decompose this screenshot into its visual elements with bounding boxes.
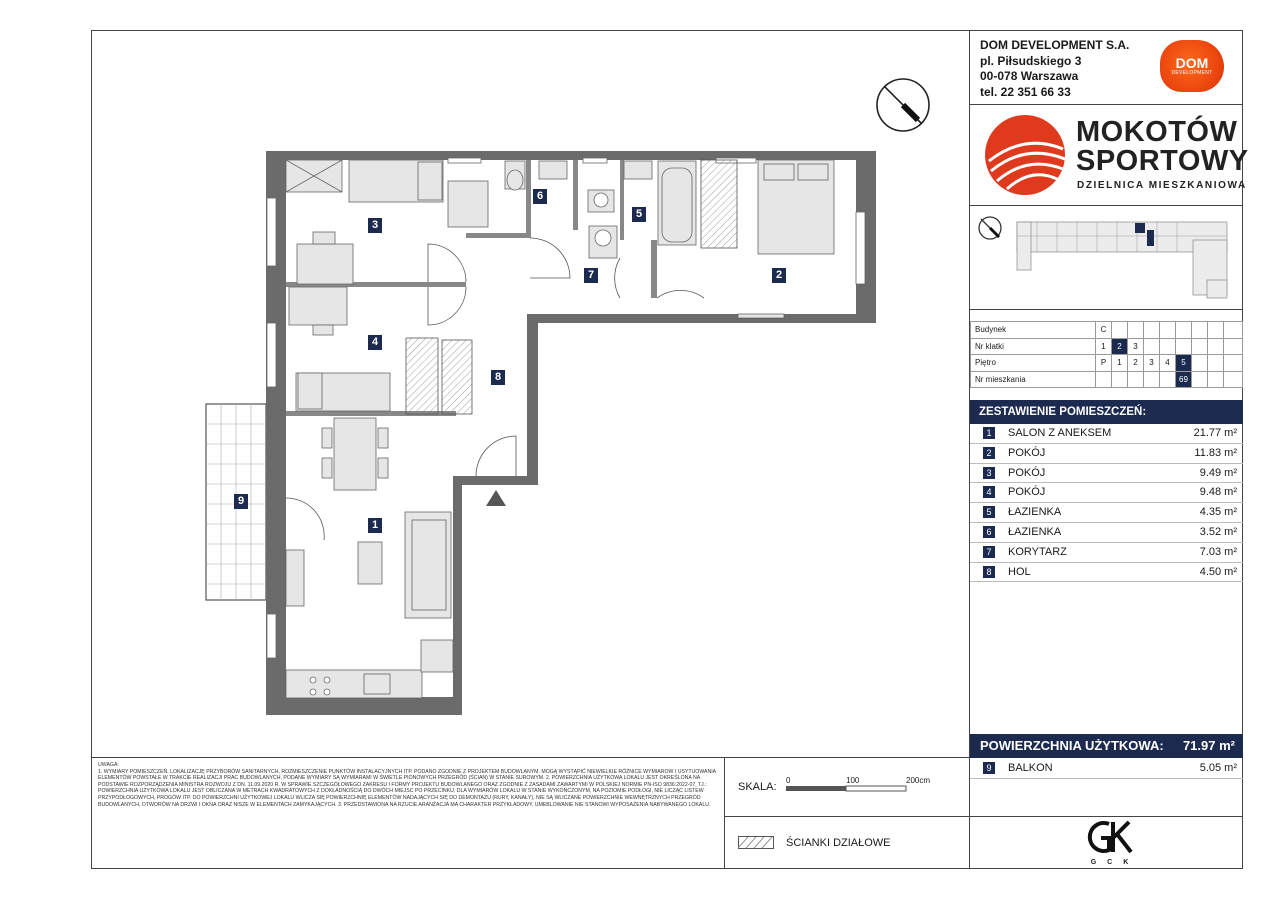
- entrance-arrow-icon: [486, 490, 506, 506]
- gck-logo-icon: [1087, 820, 1133, 854]
- plan-label-7: 7: [584, 268, 598, 283]
- room-number: 8: [983, 566, 995, 578]
- plan-label-3: 3: [368, 218, 382, 233]
- project-title: MOKOTÓW SPORTOWY: [1076, 116, 1249, 177]
- partition-wall-legend-icon: [738, 836, 774, 849]
- room-area: 7.03 m²: [1199, 545, 1237, 558]
- divider: [969, 205, 1243, 206]
- room-name: POKÓJ: [1008, 466, 1046, 479]
- mieszkanie-number: 69: [1176, 371, 1192, 388]
- room-name: SALON Z ANEKSEM: [1008, 427, 1112, 439]
- room-row: [970, 563, 1243, 583]
- room-area: 21.77 m²: [1193, 427, 1237, 439]
- plan-label-8: 8: [491, 370, 505, 385]
- plan-label-6: 6: [533, 189, 547, 204]
- compass-icon: [874, 76, 932, 134]
- developer-info: [980, 38, 1129, 100]
- scale-tick-100: 100: [846, 776, 860, 785]
- plan-label-4: 4: [368, 335, 382, 350]
- divider: [969, 104, 1243, 105]
- mieszkanie-label: Nr mieszkania: [971, 371, 1096, 388]
- pietro-label: Piętro: [971, 355, 1096, 372]
- room-number: 7: [983, 546, 995, 558]
- room-name: ŁAZIENKA: [1008, 525, 1062, 538]
- room-number: 5: [983, 506, 995, 518]
- room-area: 4.50 m²: [1199, 565, 1237, 578]
- dom-development-logo: DOM DEVELOPMENT: [1160, 40, 1224, 92]
- divider: [91, 757, 969, 758]
- rooms-list: [970, 424, 1243, 582]
- room-row: [970, 543, 1243, 563]
- location-table: [970, 321, 1243, 388]
- pietro-p: P: [1096, 355, 1112, 372]
- room-row: [970, 444, 1243, 464]
- plan-label-2: 2: [772, 268, 786, 283]
- klatka-1: 1: [1096, 338, 1112, 355]
- room-row: [970, 483, 1243, 503]
- scale-label: SKALA:: [738, 781, 777, 793]
- room-number: 6: [983, 526, 995, 538]
- balkon-row: 9 BALKON 5.05 m²: [970, 760, 1243, 779]
- room-row: [970, 523, 1243, 543]
- pietro-5-selected: 5: [1176, 355, 1192, 372]
- key-plan: [975, 210, 1240, 305]
- pietro-1: 1: [1112, 355, 1128, 372]
- pietro-3: 3: [1144, 355, 1160, 372]
- divider: [969, 309, 1243, 310]
- room-row: [970, 503, 1243, 523]
- pietro-4: 4: [1160, 355, 1176, 372]
- room-area: 9.48 m²: [1199, 486, 1237, 499]
- room-number: 1: [983, 427, 995, 439]
- developer-address: pl. Piłsudskiego 3: [980, 53, 1082, 68]
- total-area: POWIERZCHNIA UŻYTKOWA: 71.97 m²: [970, 734, 1243, 758]
- room-row: [970, 424, 1243, 444]
- room-name: POKÓJ: [1008, 446, 1046, 459]
- pietro-2: 2: [1128, 355, 1144, 372]
- room-name: KORYTARZ: [1008, 545, 1067, 558]
- developer-city: 00-078 Warszawa: [980, 69, 1079, 83]
- summary-heading: ZESTAWIENIE POMIESZCZEŃ:: [970, 400, 1243, 424]
- room-number: 4: [983, 486, 995, 498]
- developer-name: DOM DEVELOPMENT S.A.: [980, 38, 1130, 52]
- room-name: POKÓJ: [1008, 486, 1046, 499]
- room-name: HOL: [1008, 565, 1031, 578]
- developer-phone: tel. 22 351 66 33: [980, 84, 1071, 99]
- scale-tick-200: 200cm: [906, 776, 931, 785]
- scale-tick-0: 0: [786, 776, 791, 785]
- legend-partition-walls: ŚCIANKI DZIAŁOWE: [786, 837, 891, 849]
- budynek-label: Budynek: [971, 322, 1096, 339]
- project-subtitle: DZIELNICA MIESZKANIOWA: [1077, 180, 1247, 191]
- budynek-value: C: [1096, 322, 1112, 339]
- klatka-3: 3: [1128, 338, 1144, 355]
- room-area: 4.35 m²: [1199, 506, 1237, 519]
- plan-label-1: 1: [368, 518, 382, 533]
- gck-logo: GCK: [1080, 820, 1140, 866]
- divider: [724, 757, 725, 869]
- divider: [969, 816, 1243, 817]
- room-name: ŁAZIENKA: [1008, 506, 1062, 519]
- floor-plan: [200, 145, 890, 725]
- plan-label-9: 9: [234, 494, 248, 509]
- compass-small-icon: [979, 217, 1001, 239]
- klatka-2-selected: 2: [1112, 338, 1128, 355]
- scale-bar: [786, 785, 908, 793]
- klatka-label: Nr klatki: [971, 338, 1096, 355]
- room-number: 2: [983, 447, 995, 459]
- mokotow-logo-icon: [983, 113, 1067, 197]
- room-area: 11.83 m²: [1194, 446, 1237, 459]
- furniture: [286, 160, 834, 698]
- room-area: 3.52 m²: [1199, 525, 1237, 538]
- divider: [724, 816, 969, 817]
- notes: UWAGA: 1. WYMIARY POMIESZCZEŃ, LOKALIZACJĘ PRZYBORÓW SANITARNYCH, ROZMIESZCZENIE PUNKTÓW INSTALACYJNYCH ITP. PODANO ZGODNIE Z PROJEKTEM BUDOWLANYM. MOGĄ WYSTĄPIĆ NIEWIELKIE RÓŻNICE WYMIAROW I USYTUOWANIA ELEMENTÓW POWSTAŁE W TRAKCIE REALIZACJI PRAC BUDOWLANYCH. PODANE WYMIARY SĄ WYMIARAMI W ŚWIETLE PIONOWYCH PRZEGRÓD (ŚCIAN) W STANIE SUROWYM. 2. POWIERZCHNIA UŻYTKOWA LOKALU JEST OKREŚLONA NA PODSTAWIE ROZPORZĄDZENIA MINISTRA ROZWOJU Z DN. 11.09.2020 R. W SPRAWIE SZCZEGÓŁOWEGO ZAKRESU I FORMY PROJEKTU BUDOWLANEGO ORAZ ZGODNIE Z ZASADAMI ZAWARTYMI W POLSKIEJ NORMIE PN-ISO 9836:2022-07, TJ.: POWIERZCHNIA UŻYTKOWA LOKALU JEST OBLICZANA W METRACH KWADRATOWYCH Z DOKŁADNOŚCIĄ DO DWÓCH MIEJSC PO PRZECINKU, DLA WYMIARÓW LOKALU W STANIE WYKOŃCZONYM, NA POZIOMIE PODŁOGI, NIE LICZĄC LISTEW PRZYPODŁOGOWYCH, PROGÓW ITP. DO POWIERZCHNI UŻYTKOWEJ LOKALU WLICZA SIĘ POWIERZCHNIĘ ELEMENTÓW NADAJĄCYCH SIĘ DO DEMONTAŻU (RURY, KANAŁY), NIE SĄ WLICZANE POWIERZCHNIE WEWNĘTRZNYCH PRZEGRÓD BUDOWLANYCH, OTWORÓW NA DRZWI I OKNA ORAZ NISZE W ELEMENTACH ZAMYKAJĄCYCH. 3. PRZEDSTAWIONA NA RZUCIE ARANŻACJA MA CHARAKTER PRZYKŁADOWY, UMEBLOWANIE NIE STANOWI WYPOSAŻENIA NABYWANEGO LOKALU.: [98, 762, 716, 808]
- room-row: [970, 464, 1243, 484]
- plan-label-5: 5: [632, 207, 646, 222]
- room-area: 9.49 m²: [1199, 466, 1237, 479]
- room-number: 3: [983, 467, 995, 479]
